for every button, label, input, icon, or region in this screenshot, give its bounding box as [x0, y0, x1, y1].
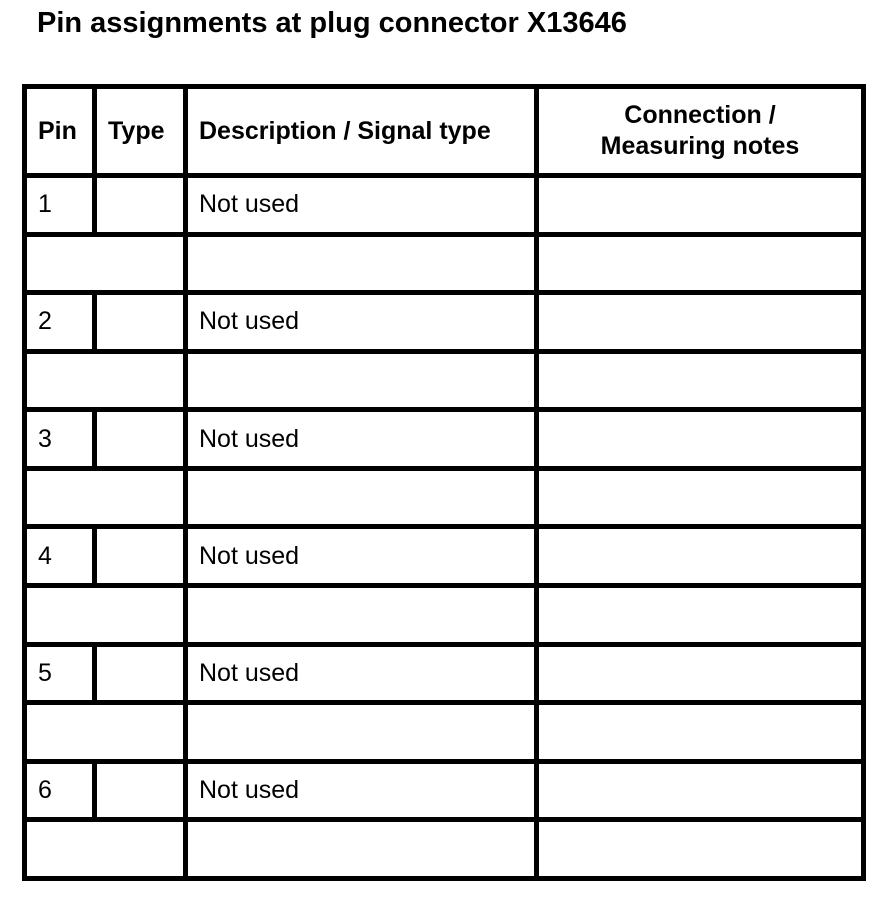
- table-body: [25, 176, 864, 879]
- subrow-notes-cell: [537, 468, 864, 527]
- header-notes-line1: Connection /: [624, 101, 776, 129]
- subrow-notes-cell: [537, 351, 864, 410]
- subrow-notes-cell: [537, 820, 864, 879]
- type-cell: [95, 644, 186, 703]
- pin-cell: 2: [25, 293, 95, 352]
- subrow-pin-type-cell: [25, 586, 186, 645]
- notes-cell: [537, 410, 864, 469]
- description-cell: Not used: [186, 410, 537, 469]
- pin-cell: 6: [25, 761, 95, 820]
- type-cell: [95, 761, 186, 820]
- subrow-pin-type-cell: [25, 234, 186, 293]
- description-cell: Not used: [186, 761, 537, 820]
- pin-cell: 4: [25, 527, 95, 586]
- table-row: [25, 410, 864, 469]
- notes-cell: [537, 527, 864, 586]
- subrow-description-cell: [186, 703, 537, 762]
- type-cell: [95, 176, 186, 235]
- table-row: [25, 644, 864, 703]
- subrow-pin-type-cell: [25, 703, 186, 762]
- subrow-pin-type-cell: [25, 351, 186, 410]
- notes-cell: [537, 293, 864, 352]
- header-connection-notes: [537, 87, 864, 176]
- subrow-description-cell: [186, 351, 537, 410]
- pin-cell: 1: [25, 176, 95, 235]
- table-subrow: [25, 468, 864, 527]
- subrow-notes-cell: [537, 586, 864, 645]
- description-cell: Not used: [186, 176, 537, 235]
- pin-cell: 5: [25, 644, 95, 703]
- type-cell: [95, 527, 186, 586]
- table-subrow: [25, 820, 864, 879]
- table-row: [25, 761, 864, 820]
- page-title: Pin assignments at plug connector X13646: [37, 7, 627, 39]
- pin-assignment-table: [22, 84, 866, 881]
- table-subrow: [25, 586, 864, 645]
- description-cell: Not used: [186, 527, 537, 586]
- header-pin: Pin: [25, 87, 95, 176]
- subrow-description-cell: [186, 468, 537, 527]
- subrow-description-cell: [186, 820, 537, 879]
- notes-cell: [537, 761, 864, 820]
- notes-cell: [537, 176, 864, 235]
- header-notes-line2: Measuring notes: [600, 132, 800, 160]
- subrow-description-cell: [186, 586, 537, 645]
- subrow-notes-cell: [537, 234, 864, 293]
- table-subrow: [25, 703, 864, 762]
- subrow-pin-type-cell: [25, 820, 186, 879]
- description-cell: Not used: [186, 293, 537, 352]
- subrow-description-cell: [186, 234, 537, 293]
- description-cell: Not used: [186, 644, 537, 703]
- header-description: Description / Signal type: [186, 87, 537, 176]
- table-subrow: [25, 234, 864, 293]
- table-row: [25, 176, 864, 235]
- pin-cell: 3: [25, 410, 95, 469]
- table-header-row: [25, 87, 864, 176]
- type-cell: [95, 410, 186, 469]
- table-row: [25, 527, 864, 586]
- table-row: [25, 293, 864, 352]
- notes-cell: [537, 644, 864, 703]
- header-type: Type: [95, 87, 186, 176]
- type-cell: [95, 293, 186, 352]
- table-subrow: [25, 351, 864, 410]
- subrow-notes-cell: [537, 703, 864, 762]
- subrow-pin-type-cell: [25, 468, 186, 527]
